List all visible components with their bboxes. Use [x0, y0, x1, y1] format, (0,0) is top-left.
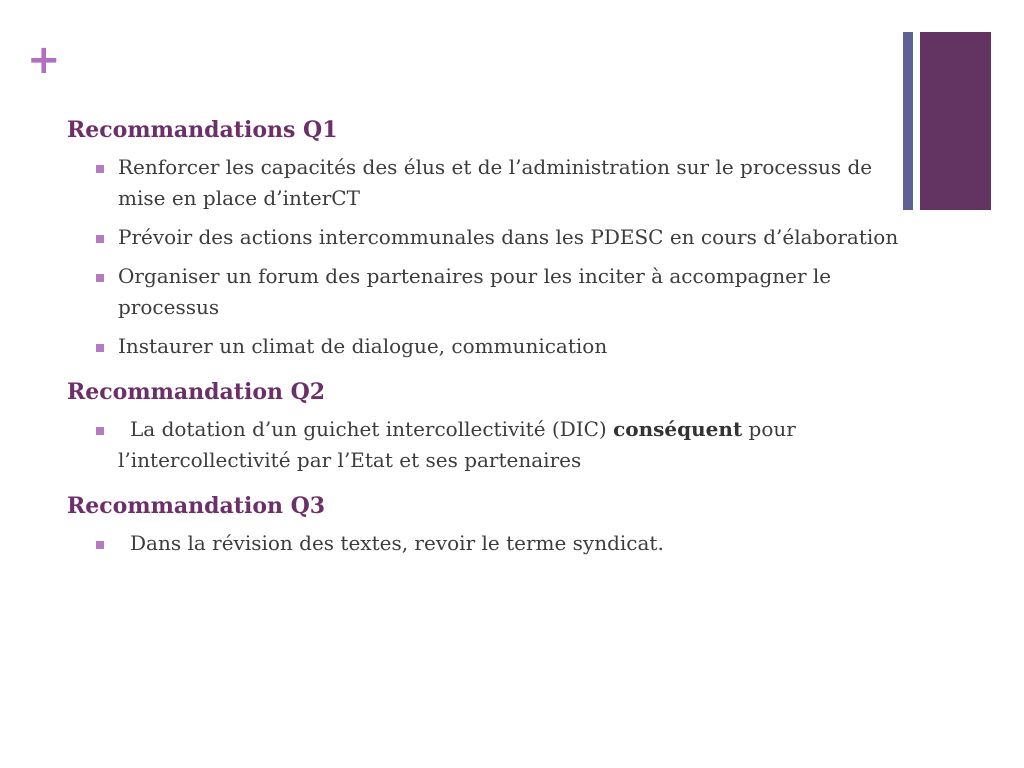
square-bullet-icon	[96, 274, 104, 282]
list-item	[67, 528, 907, 559]
section-heading-q3: Recommandation Q3	[67, 493, 326, 519]
bullet-text: Dans la révision des textes, revoir le terme syndicat.	[130, 531, 664, 555]
bullet-text: Renforcer les capacités des élus et de l’administration sur le processus de mise en place d’interCT	[118, 155, 873, 210]
bullet-text-start: La dotation d’un guichet intercollectivité (DIC)	[130, 417, 614, 441]
bullet-list-q1	[67, 152, 907, 362]
list-item	[67, 414, 907, 476]
slide-content	[67, 114, 907, 573]
list-item	[67, 261, 907, 323]
bullet-text-emphasis: conséquent	[613, 417, 743, 441]
bullet-text-end: pour l’intercollectivité par l’Etat et ses partenaires	[118, 417, 796, 472]
plus-icon: +	[27, 37, 61, 83]
section-heading-q1: Recommandations Q1	[67, 117, 338, 143]
bullet-text: Prévoir des actions intercommunales dans les PDESC en cours d’élaboration	[118, 225, 899, 249]
square-bullet-icon	[96, 344, 104, 352]
bullet-text: Organiser un forum des partenaires pour les inciter à accompagner le processus	[118, 264, 832, 319]
bullet-list-q3	[67, 528, 907, 559]
square-bullet-icon	[96, 541, 104, 549]
decorative-bar-thick	[920, 32, 991, 210]
square-bullet-icon	[96, 165, 104, 173]
list-item	[67, 152, 907, 214]
list-item	[67, 222, 907, 253]
bullet-text: Instaurer un climat de dialogue, communication	[118, 334, 608, 358]
bullet-list-q2	[67, 414, 907, 476]
list-item	[67, 331, 907, 362]
square-bullet-icon	[96, 427, 104, 435]
section-heading-q2: Recommandation Q2	[67, 379, 326, 405]
square-bullet-icon	[96, 235, 104, 243]
